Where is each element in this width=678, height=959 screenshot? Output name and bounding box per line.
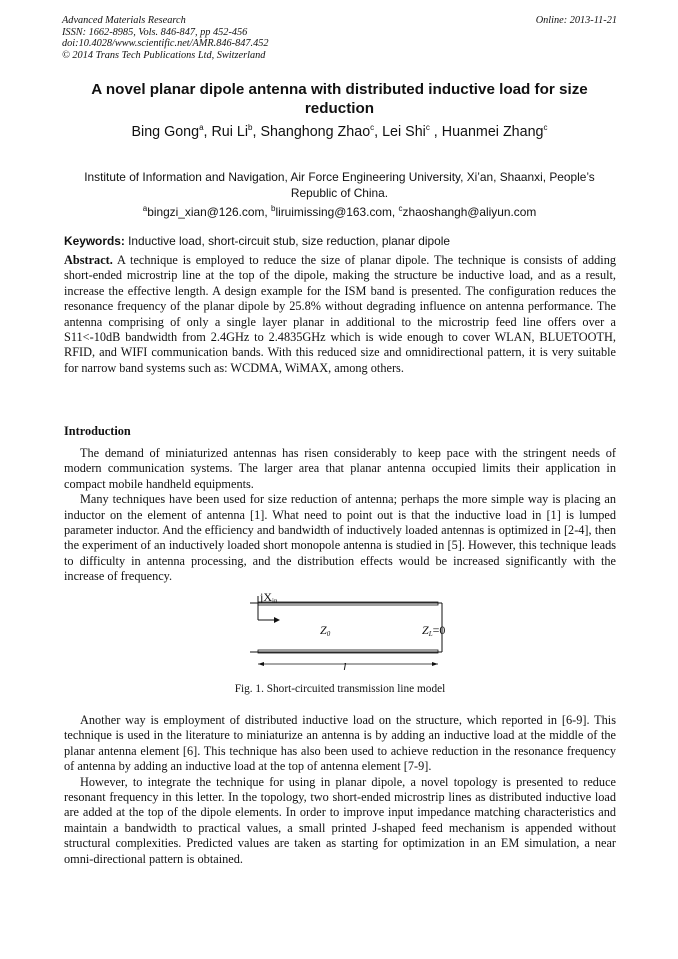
online-date: Online: 2013-11-21 xyxy=(535,15,617,26)
abstract xyxy=(64,253,616,376)
copyright-line: © 2014 Trans Tech Publications Ltd, Switzerland xyxy=(62,49,266,61)
label-jx: jXin xyxy=(260,590,278,605)
paragraph: However, to integrate the technique for using in planar dipole, a novel topology is presented to reduce resonant frequency in this letter. In the topology, two short-ended microstrip lines as distributed inductive load are added at the top of the dipole elements. In order to improve input impedance matching characteristics and maintain a bandwidth to practical values, a small printed J-shaped feed mechanism is appended without structural complexities. Predicted values are taken as starting for optimization in an EM simulation, a near omni-directional pattern is obtained. xyxy=(64,774,616,866)
journal-name: Advanced Materials Research xyxy=(62,15,186,26)
keywords-text: Inductive load, short-circuit stub, size reduction, planar dipole xyxy=(124,234,450,248)
paragraph: Another way is employment of distributed inductive load on the structure, which reported in [6-9]. This technique is used in the literature to miniaturize an antenna is by adding an inductive load at the middle of the planar antenna element [6]. This technique has also been used to achieve reduction in the resonance frequency of antenna by adding an inductive load at the top of antenna element [7-9]. xyxy=(64,713,616,774)
figure-caption: Fig. 1. Short-circuited transmission line model xyxy=(234,683,446,695)
email: $^a$bingzi_xian@126.com, xyxy=(142,204,271,219)
doi-line: doi:10.4028/www.scientific.net/AMR.846-847.452 xyxy=(62,38,269,49)
author: Bing Gong$^a$, xyxy=(131,123,212,140)
section-heading-introduction: Introduction xyxy=(64,424,131,438)
figure-transmission-line xyxy=(250,590,460,670)
label-zl: ZL=0 xyxy=(422,623,446,638)
author: Rui Li$^b$, xyxy=(211,123,261,140)
label-z0: Z0 xyxy=(320,623,331,638)
author: Lei Shi$^c$ , xyxy=(382,123,442,140)
author-list xyxy=(62,123,617,141)
title-line-1: A novel planar dipole antenna with distributed inductive load for size xyxy=(91,81,588,98)
keywords-label: Keywords: xyxy=(64,234,125,248)
paper-title xyxy=(62,80,617,118)
author: Huanmei Zhang$^c$ xyxy=(441,123,548,140)
input-arrowhead xyxy=(274,617,280,623)
issn-line: ISSN: 1662-8985, Vols. 846-847, pp 452-456 xyxy=(62,26,248,38)
paragraph: Many techniques have been used for size reduction of antenna; perhaps the more simple way is placing an inductor on the element of antenna [1]. What need to point out is that the inductive load in [1] is lumped parameter inductor. And the efficiency and bandwidth of inductively loaded antennas is optimized in [2-4], then the experiment of an inductively loaded short monopole antenna is studied in [5]. However, this technique leads to difficulty in antenna processing, and the distribution effects would be increased significantly with the increase of frequency. xyxy=(64,492,616,584)
paragraph: The demand of miniaturized antennas has risen considerably to keep pace with the stringent needs of modern communication systems. The larger area that planar antenna occupied limits their application in compact mobile handheld equipments. xyxy=(64,446,616,491)
affiliation: Institute of Information and Navigation, Air Force Engineering University, Xi’an, Shaanxi, People’s Republic of China. xyxy=(84,170,595,200)
author: Shanghong Zhao$^c$, xyxy=(260,123,383,140)
email: $^c$zhaoshangh@aliyun.com xyxy=(398,204,537,219)
abstract-label: Abstract. xyxy=(64,253,113,267)
author-emails xyxy=(62,205,617,220)
title-line-2: reduction xyxy=(304,100,375,117)
body-text-after-figure xyxy=(64,713,616,867)
journal-header xyxy=(62,15,617,61)
email: $^b$liruimissing@163.com, xyxy=(270,204,399,219)
label-length: l xyxy=(343,660,347,670)
abstract-text: A technique is employed to reduce the size of planar dipole. The technique is consists of adding short-ended microstrip line at the top of the dipole, making the structure be inductive load, and as a result, increase the effective length. A design example for the ISM band is presented. The configuration reduces the resonance frequency of the planar dipole by 25.8% without degrading influence on antenna performance. The antenna comprising of only a single layer planar in additional to the microstrip feed line offers over a S11<-10dB bandwidth from 2.4GHz to 2.4835GHz which is wide enough to cover WLAN, BLUETOOTH, RFID, and WIFI communication bands. With this reduced size and omnidirectional pattern, it is very suitable for narrow band systems such as: WCDMA, WiMAX, among others. xyxy=(64,253,616,375)
introduction-text xyxy=(64,446,616,585)
keywords xyxy=(64,234,616,249)
